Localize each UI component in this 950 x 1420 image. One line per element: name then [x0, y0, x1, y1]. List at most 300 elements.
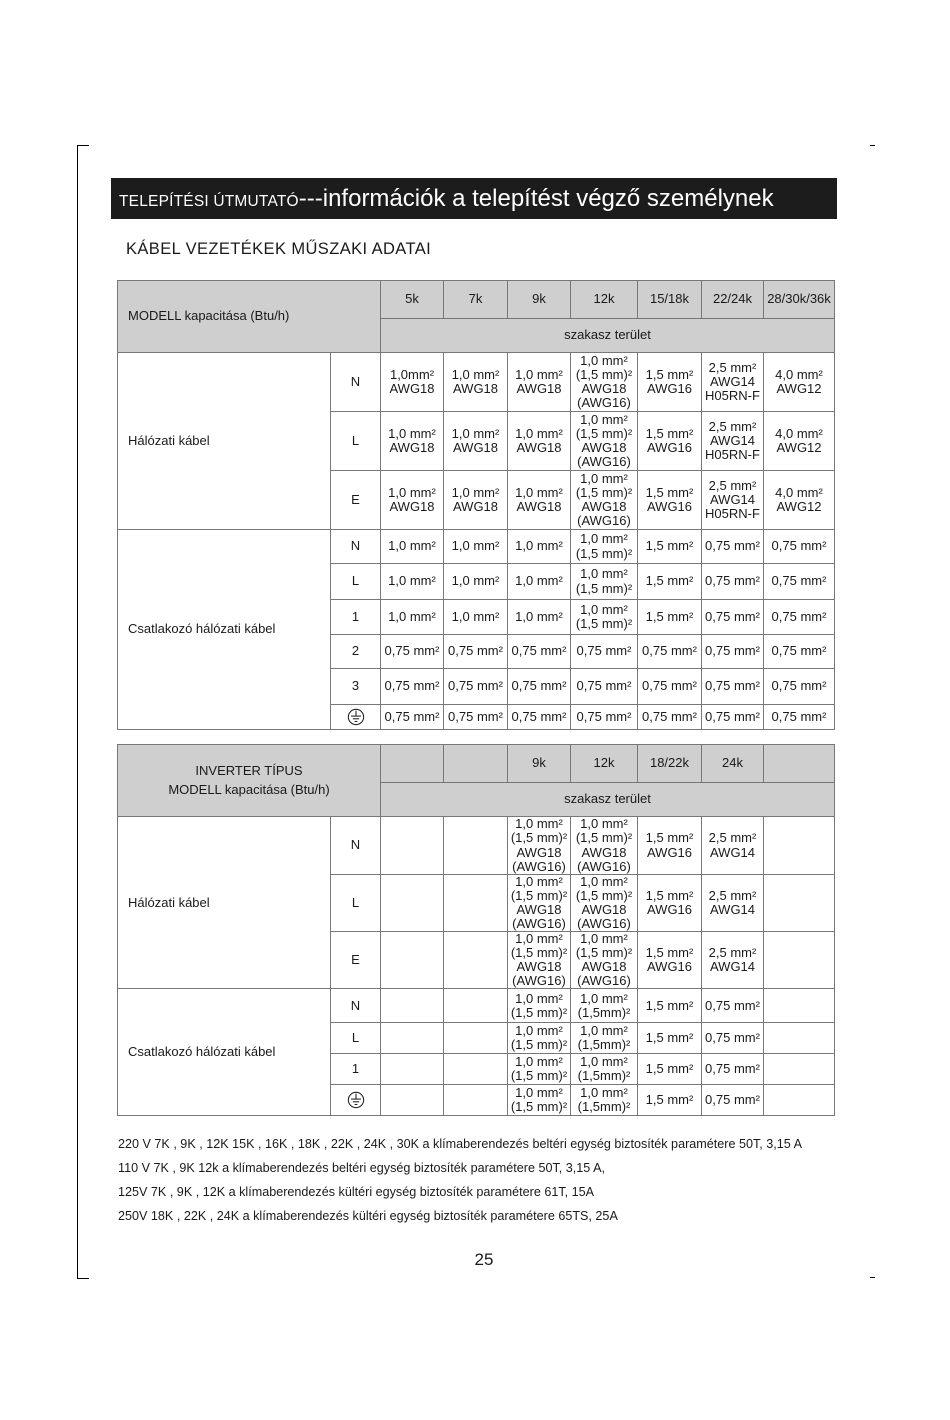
fuse-notes — [118, 1136, 840, 1232]
table-cell — [571, 817, 638, 875]
table-cell — [764, 412, 835, 471]
cell-value: (AWG16) — [577, 395, 631, 411]
table-cell — [571, 1085, 638, 1116]
capacity-header: 9k — [508, 281, 571, 319]
fuse-note: 110 V 7K , 9K 12k a klímaberendezés beltéri egység biztosíték paramétere 50T, 3,15 A, — [118, 1161, 606, 1175]
cell-value: (1,5 mm)² — [575, 425, 633, 441]
header-label: MODELL kapacitása (Btu/h) — [128, 308, 290, 324]
table-cell — [638, 412, 702, 471]
cell-value: 4,0 mm² — [775, 425, 823, 441]
cell-value: AWG18 — [452, 440, 499, 455]
cell-value: 1,0 mm² — [515, 1054, 563, 1070]
cell-value: AWG18 — [581, 844, 627, 860]
table-cell — [702, 875, 764, 932]
table-cell — [444, 669, 508, 705]
cell-value: 0,75 mm² — [771, 643, 827, 659]
cell-value: (AWG16) — [577, 858, 631, 874]
conductor-label: N — [331, 817, 381, 875]
table-cell — [381, 635, 444, 669]
capacity-header — [764, 745, 835, 783]
table-cell — [381, 1054, 444, 1085]
cell-value: (1,5 mm)² — [510, 888, 568, 904]
table-cell — [381, 564, 444, 600]
cell-value: 1,0 mm² — [388, 608, 436, 624]
capacity-header — [381, 745, 444, 783]
cell-value: 1,5 mm² — [645, 484, 694, 500]
cell-value: 1,5 mm² — [645, 997, 694, 1013]
cell-value: 1,5 mm² — [645, 830, 694, 846]
table-cell — [571, 635, 638, 669]
cell-value: (1,5 mm)² — [575, 616, 633, 631]
table-cell — [381, 1085, 444, 1116]
table-cell — [508, 705, 571, 730]
section-area-header: szakasz terület — [381, 319, 835, 353]
table-cell — [764, 989, 835, 1023]
table-cell — [702, 705, 764, 730]
cable-group-label: Hálózati kábel — [118, 353, 331, 530]
table-cell — [571, 1054, 638, 1085]
cell-value: AWG18 — [516, 844, 562, 860]
cell-value: H05RN-F — [705, 447, 760, 463]
table-cell — [702, 471, 764, 530]
cell-value: (1,5 mm)² — [575, 545, 633, 561]
cell-value: 2,5 mm² — [708, 945, 757, 961]
table-cell — [638, 471, 702, 530]
table-cell — [381, 412, 444, 471]
table-row — [118, 817, 835, 875]
cell-value: 0,75 mm² — [384, 643, 440, 659]
table-row — [118, 353, 835, 412]
cell-value: AWG18 — [516, 381, 562, 396]
table-cell — [638, 1085, 702, 1116]
table-cell — [638, 635, 702, 669]
cell-value: 0,75 mm² — [705, 538, 760, 554]
cell-value: (1,5 mm)² — [510, 1037, 568, 1053]
cell-value: 0,75 mm² — [448, 708, 503, 724]
cell-value: 1,5 mm² — [645, 945, 694, 961]
cell-value: 4,0 mm² — [775, 484, 823, 500]
table-cell — [571, 932, 638, 989]
capacity-header: 22/24k — [702, 281, 764, 319]
header-row — [118, 281, 835, 319]
cell-value: 0,75 mm² — [705, 1092, 760, 1108]
cell-value: AWG18 — [581, 902, 627, 918]
table-cell — [571, 600, 638, 635]
cell-value: 1,0 mm² — [515, 931, 563, 947]
table-cell — [508, 817, 571, 875]
capacity-header: 28/30k/36k — [764, 281, 835, 319]
cell-value: AWG12 — [776, 440, 822, 455]
table-cell — [444, 875, 508, 932]
cell-value: AWG18 — [516, 440, 562, 455]
cell-value: 2,5 mm² — [708, 830, 757, 846]
cell-value: AWG18 — [581, 959, 627, 975]
cell-value: 1,0 mm² — [515, 425, 563, 441]
table-cell — [508, 471, 571, 530]
cell-value: 0,75 mm² — [705, 608, 760, 624]
table-cell — [444, 817, 508, 875]
crop-mark — [77, 145, 78, 1279]
table-cell — [638, 932, 702, 989]
cell-value: 1,0 mm² — [580, 874, 628, 889]
table-cell — [571, 530, 638, 564]
table-cell — [381, 600, 444, 635]
cell-value: 1,5 mm² — [645, 425, 694, 441]
cell-value: H05RN-F — [705, 506, 760, 522]
cell-value: (1,5 mm)² — [510, 1099, 568, 1115]
cell-value: AWG14 — [709, 373, 756, 389]
fuse-note: 250V 18K , 22K , 24K a klímaberendezés kültéri egység biztosíték paramétere 65TS, 25A — [118, 1209, 618, 1223]
table-cell — [444, 989, 508, 1023]
cell-value: AWG18 — [516, 959, 562, 975]
cell-value: 4,0 mm² — [775, 366, 823, 382]
table-cell — [764, 1054, 835, 1085]
cell-value: 0,75 mm² — [705, 1061, 760, 1077]
table-cell — [764, 564, 835, 600]
table-cell — [702, 1085, 764, 1116]
capacity-header: 24k — [702, 745, 764, 783]
cell-value: AWG18 — [389, 440, 435, 455]
table-cell — [638, 1054, 702, 1085]
cell-value: (1,5 mm)² — [575, 945, 633, 961]
cell-value: 0,75 mm² — [511, 678, 567, 694]
cell-value: 0,75 mm² — [705, 573, 760, 589]
cell-value: (1,5 mm)² — [510, 945, 568, 961]
cell-value: 0,75 mm² — [771, 678, 827, 694]
table-row — [118, 989, 835, 1023]
cell-value: AWG14 — [709, 432, 756, 448]
conductor-label: 3 — [331, 669, 381, 705]
capacity-header: 7k — [444, 281, 508, 319]
table-cell — [381, 932, 444, 989]
fuse-note: 220 V 7K , 9K , 12K 15K , 16K , 18K , 22K , 24K , 30K a klímaberendezés beltéri egység biztosíték paramétere 50T, 3,15 A — [118, 1137, 802, 1151]
conductor-label: N — [331, 989, 381, 1023]
ground-symbol-icon — [347, 708, 365, 726]
cell-value: (AWG16) — [577, 454, 631, 470]
table-cell — [381, 353, 444, 412]
cell-value: AWG12 — [776, 381, 822, 396]
cell-value: AWG14 — [709, 844, 756, 860]
cell-value: 0,75 mm² — [705, 708, 760, 724]
cell-value: (1,5 mm)² — [510, 830, 568, 846]
cell-value: AWG16 — [646, 381, 693, 396]
table-cell — [638, 705, 702, 730]
cell-value: 1,0 mm² — [580, 470, 628, 486]
conductor-label: L — [331, 412, 381, 471]
table-cell — [764, 932, 835, 989]
cell-value: 0,75 mm² — [642, 708, 697, 724]
cell-value: 1,0 mm² — [580, 1085, 628, 1101]
conductor-label: 1 — [331, 1054, 381, 1085]
table-cell — [381, 471, 444, 530]
table-cell — [638, 564, 702, 600]
table-cell — [381, 875, 444, 932]
cell-value: 0,75 mm² — [448, 643, 503, 659]
table-cell — [638, 600, 702, 635]
cell-value: (1,5 mm)² — [575, 830, 633, 846]
cell-value: AWG14 — [709, 959, 756, 975]
title-prefix: TELEPÍTÉSI ÚTMUTATÓ — [119, 193, 299, 210]
model-capacity-header — [118, 281, 381, 353]
cell-value: 1,5 mm² — [645, 608, 694, 624]
table-cell — [508, 1054, 571, 1085]
table-cell — [444, 932, 508, 989]
cell-value: 1,0 mm² — [580, 1023, 628, 1039]
ground-symbol-icon — [347, 1091, 365, 1109]
table-cell — [508, 635, 571, 669]
cell-value: (AWG16) — [577, 513, 631, 529]
table-cell — [444, 412, 508, 471]
table-cell — [638, 1023, 702, 1054]
cell-value: 1,0 mm² — [515, 366, 563, 382]
capacity-header: 15/18k — [638, 281, 702, 319]
cable-group-label: Hálózati kábel — [118, 817, 331, 989]
cell-value: 1,0 mm² — [580, 531, 628, 547]
cell-value: 0,75 mm² — [771, 608, 827, 624]
cell-value: 1,0 mm² — [515, 538, 563, 554]
cell-value: 0,75 mm² — [705, 643, 760, 659]
cell-value: 1,0 mm² — [388, 538, 436, 554]
cell-value: (AWG16) — [512, 916, 566, 932]
cell-value: 2,5 mm² — [708, 477, 757, 493]
cell-value: 1,0 mm² — [580, 1054, 628, 1070]
table-cell — [702, 600, 764, 635]
table-cell — [702, 932, 764, 989]
cell-value: (1,5 mm)² — [575, 888, 633, 904]
cell-value: (1,5 mm)² — [575, 580, 633, 596]
cell-value: (AWG16) — [512, 973, 566, 989]
capacity-header: 9k — [508, 745, 571, 783]
page-number: 25 — [474, 1250, 494, 1269]
crop-mark — [77, 145, 89, 146]
table-cell — [508, 530, 571, 564]
cell-value: 0,75 mm² — [705, 1030, 760, 1046]
cell-value: 1,0 mm² — [580, 990, 628, 1006]
title-suffix: ---információk a telepítést végző személynek — [298, 185, 774, 212]
table-cell — [508, 1085, 571, 1116]
table-cell — [571, 875, 638, 932]
cell-value: (AWG16) — [512, 858, 566, 874]
cell-value: 0,75 mm² — [448, 678, 503, 694]
table-cell — [571, 412, 638, 471]
table-cell — [764, 353, 835, 412]
table-cell — [764, 471, 835, 530]
capacity-header: 12k — [571, 281, 638, 319]
table-cell — [764, 669, 835, 705]
table-cell — [764, 1085, 835, 1116]
cable-spec-table-inverter — [117, 744, 835, 1116]
table-row — [118, 530, 835, 564]
cell-value: 0,75 mm² — [576, 678, 632, 694]
table-cell — [638, 875, 702, 932]
cell-value: 0,75 mm² — [771, 573, 827, 589]
cell-value: 1,0 mm² — [451, 484, 500, 500]
table-cell — [381, 989, 444, 1023]
table-cell — [444, 471, 508, 530]
cell-value: AWG18 — [581, 499, 627, 514]
table-cell — [702, 1054, 764, 1085]
conductor-label: N — [331, 353, 381, 412]
cell-value: (1,5 mm)² — [575, 366, 633, 382]
cell-value: 1,0 mm² — [515, 573, 563, 589]
cell-value: AWG18 — [581, 440, 627, 455]
table-cell — [702, 564, 764, 600]
cell-value: 0,75 mm² — [705, 997, 760, 1013]
cell-value: 1,0 mm² — [515, 1085, 563, 1101]
cell-value: 1,0 mm² — [580, 352, 628, 368]
conductor-label — [331, 1085, 381, 1116]
table-cell — [638, 353, 702, 412]
cell-value: (AWG16) — [577, 916, 631, 932]
table-cell — [702, 530, 764, 564]
cell-value: 1,0mm² — [389, 366, 435, 382]
cell-value: 1,0 mm² — [580, 411, 628, 427]
table-cell — [444, 1023, 508, 1054]
table-cell — [702, 1023, 764, 1054]
cell-value: 1,0 mm² — [388, 484, 436, 500]
cell-value: (1,5mm)² — [577, 1068, 631, 1084]
cell-value: AWG18 — [516, 499, 562, 514]
cell-value: 0,75 mm² — [771, 538, 827, 554]
cell-value: AWG18 — [389, 499, 435, 514]
capacity-header: 12k — [571, 745, 638, 783]
table-cell — [764, 635, 835, 669]
crop-mark — [77, 1278, 89, 1279]
cell-value: 1,5 mm² — [645, 1061, 694, 1077]
table-cell — [508, 669, 571, 705]
cell-value: AWG18 — [389, 381, 435, 396]
cell-value: (1,5 mm)² — [575, 484, 633, 500]
cell-value: (1,5mm)² — [577, 1004, 631, 1020]
cell-value: 0,75 mm² — [705, 678, 760, 694]
table-cell — [764, 705, 835, 730]
conductor-label: 1 — [331, 600, 381, 635]
cell-value: 1,0 mm² — [580, 601, 628, 617]
table-cell — [381, 705, 444, 730]
cell-value: AWG18 — [452, 499, 499, 514]
cell-value: 1,5 mm² — [645, 366, 694, 382]
cell-value: 0,75 mm² — [771, 708, 827, 724]
cell-value: 0,75 mm² — [576, 643, 632, 659]
cell-value: 1,0 mm² — [451, 573, 500, 589]
table-cell — [444, 600, 508, 635]
table-cell — [764, 530, 835, 564]
conductor-label: N — [331, 530, 381, 564]
cell-value: 1,0 mm² — [451, 425, 500, 441]
table-cell — [508, 564, 571, 600]
cell-value: AWG18 — [581, 381, 627, 396]
cell-value: AWG18 — [452, 381, 499, 396]
cable-group-label: Csatlakozó hálózati kábel — [118, 530, 331, 730]
table-cell — [444, 1054, 508, 1085]
table-cell — [508, 1023, 571, 1054]
cell-value: 1,0 mm² — [451, 608, 500, 624]
cell-value: 1,0 mm² — [451, 366, 500, 382]
cell-value: 0,75 mm² — [511, 708, 567, 724]
cell-value: AWG14 — [709, 491, 756, 507]
table-cell — [764, 600, 835, 635]
model-capacity-header — [118, 745, 381, 817]
cable-group-label: Csatlakozó hálózati kábel — [118, 989, 331, 1116]
table-cell — [381, 669, 444, 705]
cable-spec-table-standard — [117, 280, 835, 730]
conductor-label: L — [331, 875, 381, 932]
table-cell — [638, 989, 702, 1023]
capacity-header — [444, 745, 508, 783]
table-cell — [508, 412, 571, 471]
table-cell — [702, 989, 764, 1023]
table-cell — [508, 932, 571, 989]
cell-value: 1,0 mm² — [515, 608, 563, 624]
table-cell — [571, 353, 638, 412]
cell-value: H05RN-F — [705, 388, 760, 404]
cell-value: 0,75 mm² — [642, 643, 697, 659]
table-cell — [571, 669, 638, 705]
conductor-label: E — [331, 932, 381, 989]
table-cell — [764, 875, 835, 932]
table-cell — [702, 817, 764, 875]
cell-value: 1,0 mm² — [451, 538, 500, 554]
cell-value: AWG16 — [646, 499, 693, 514]
header-row — [118, 745, 835, 783]
cell-value: 1,0 mm² — [515, 484, 563, 500]
cell-value: AWG18 — [516, 902, 562, 918]
cell-value: (1,5 mm)² — [510, 1068, 568, 1084]
cell-value: 1,0 mm² — [580, 566, 628, 582]
cell-value: AWG16 — [646, 959, 693, 975]
cell-value: 1,0 mm² — [515, 816, 563, 832]
cell-value: AWG16 — [646, 440, 693, 455]
conductor-label — [331, 705, 381, 730]
cell-value: (1,5mm)² — [577, 1037, 631, 1053]
table-cell — [702, 669, 764, 705]
table-cell — [638, 669, 702, 705]
table-cell — [638, 530, 702, 564]
table-cell — [508, 989, 571, 1023]
table-cell — [702, 635, 764, 669]
cell-value: 0,75 mm² — [384, 708, 440, 724]
table-cell — [571, 471, 638, 530]
section-heading: KÁBEL VEZETÉKEK MŰSZAKI ADATAI — [126, 240, 432, 258]
conductor-label: L — [331, 1023, 381, 1054]
cell-value: 1,0 mm² — [388, 425, 436, 441]
capacity-header: 18/22k — [638, 745, 702, 783]
cell-value: (AWG16) — [577, 973, 631, 989]
cell-value: 2,5 mm² — [708, 359, 757, 375]
cell-value: 0,75 mm² — [576, 708, 632, 724]
table-cell — [764, 817, 835, 875]
cell-value: 1,0 mm² — [515, 874, 563, 889]
table-cell — [444, 353, 508, 412]
capacity-header: 5k — [381, 281, 444, 319]
cell-value: 1,5 mm² — [645, 1092, 694, 1108]
cell-value: (1,5 mm)² — [510, 1004, 568, 1020]
cell-value: AWG12 — [776, 499, 822, 514]
cell-value: 1,0 mm² — [515, 1023, 563, 1039]
cell-value: AWG16 — [646, 902, 693, 918]
table-cell — [381, 530, 444, 564]
cell-value: 0,75 mm² — [642, 678, 697, 694]
cell-value: 2,5 mm² — [708, 888, 757, 904]
cell-value: AWG14 — [709, 902, 756, 918]
cell-value: 1,0 mm² — [580, 931, 628, 947]
table-cell — [571, 564, 638, 600]
header-label-line2: MODELL kapacitása (Btu/h) — [168, 781, 330, 797]
cell-value: 1,5 mm² — [645, 888, 694, 904]
table-cell — [702, 412, 764, 471]
header-label-line1: INVERTER TÍPUS — [195, 762, 303, 778]
cell-value: 1,0 mm² — [580, 816, 628, 832]
